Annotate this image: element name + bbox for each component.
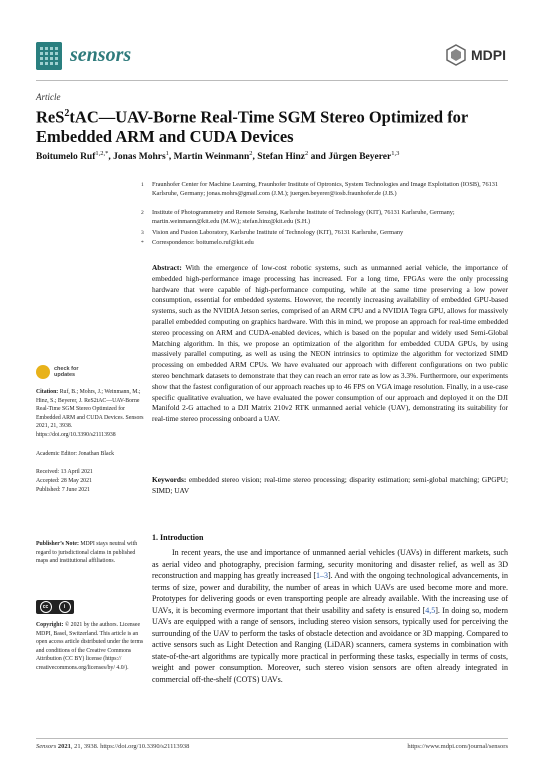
keywords-label: Keywords: (152, 475, 187, 484)
abstract-label: Abstract: (152, 263, 182, 272)
affiliation: 2 Institute of Photogrammetry and Remote Sensing, Karlsruhe Institute of Technology (KIT), 76131 Karlsruhe, Germany; martin.weinmann@kit.edu (M.W.); stefan.hinz@kit.edu (S.H.) (141, 209, 455, 225)
keywords (152, 475, 508, 497)
cc-by-license-icon[interactable]: cc i (36, 600, 74, 614)
published-date: Published: 7 June 2021 (36, 487, 90, 493)
section-heading: 1. Introduction (152, 533, 204, 542)
citation-link[interactable]: 4,5 (425, 605, 436, 615)
author-list: Boitumelo Ruf$^{1,2,*}$, Jonas Mohrs$^1$, Martin Weinmann$^2$, Stefan Hinz$^2$ and Jürgen Beyerer$^{1,3}$ (36, 150, 400, 163)
affiliation: 1 Fraunhofer Center for Machine Learning, Fraunhofer Institute of Optronics, System Technologies and Image Exploitation (IOSB), 76131 Karlsruhe, Germany; jonas.mohrs@gmail.com (J.M.); juergen.beyerer@iosb.fraunhofer.de (J.B.) (141, 181, 499, 197)
paper-title (36, 104, 506, 146)
author[interactable]: Jürgen Beyerer$^{1,3}$ (328, 150, 400, 163)
check-for-updates-button[interactable]: check for updates (36, 365, 78, 379)
title-superscript: 2 (64, 108, 70, 119)
academic-editor: Academic Editor: Jonathan Black (36, 451, 115, 457)
check-updates-icon (36, 365, 50, 379)
title-part-1: ReS (36, 107, 65, 127)
abstract (152, 263, 508, 425)
introduction-paragraph: In recent years, the use and importance of unmanned aerial vehicles (UAVs) in different markets, such as aerial video and photography, precision farming, security monitoring and disaster relief, as well as 3D reconstruction and mapping has greatly increased [1–3]. And with the ongoing technological advancements, in terms of size, power and durability, the number of areas in which UAVs are used become more and more. Prototypes for delivering goods or even transporting people are already available. With the increasing use of UAVs, it is becoming evermore important that their usability and safety is ensured [4,5]. In doing so, modern UAVs are equipped with a range of sensors, including stereo vision sensors, typically used for perceiving the surrounding of the UAV to perform the tasks of obstacle detection and avoidance or 3D mapping. Compared to active sensors such as Light Detection and Ranging (LiDAR) scanners, camera systems in combination with state-of-the-art algorithms are typically more practical in performing these tasks, especially in terms of costs, weight and power consumption. Moreover, such stereo vision sensors are often already integrated in commercial off-the-shelf (COTS) UAVs. (152, 548, 508, 684)
abstract-text: With the emergence of low-cost robotic systems, such as unmanned aerial vehicle, the importance of embedded high-performance image processing has increased. For a long time, FPGAs were the only processing hardware that were capable of high-performance computing, while at the same time preserving a low power consumption, essential for embedded systems. However, the recently increasing availability of embedded GPU-based systems, such as the NVIDIA Jetson series, comprised of an ARM CPU and a NVIDIA Tegra GPU, allows for massively parallel embedded computing on graphics hardware. With this in mind, we propose an approach for real-time embedded stereo processing on ARM and CUDA-enabled devices, which is based on the popular and widely used Semi-Global Matching algorithm. In this, we propose an optimization of the algorithm for embedded CUDA GPUs, by using massively parallel computing, as well as using the NEON intrinsics to optimize the algorithm for vectorized SIMD processing on embedded ARM CPUs. We have evaluated our approach with different configurations on two public stereo benchmark datasets to demonstrate that they can reach an error rate as low as 3.3%. Furthermore, our experiments show that the fastest configuration of our approach reaches up to 46 FPS on VGA image resolution. Finally, in a use-case specific qualitative evaluation, we have evaluated the power consumption of our approach and deployed it on the DJI Manifold 2-G attached to a DJI Matrix 210v2 RTK unmanned aerial vehicle (UAV), demonstrating its suitability for real-time stereo processing onboard a UAV. (152, 263, 508, 424)
received-date: Received: 13 April 2021 (36, 469, 93, 475)
publisher-note: Publisher’s Note: MDPI stays neutral with regard to jurisdictional claims in published maps and institutional affiliations. (36, 541, 138, 564)
publisher-name: MDPI (471, 47, 506, 63)
citation-block: Citation: Ruf, B.; Mohrs, J.; Weinmann, M.; Hinz, S.; Beyerer, J. ReS2tAC—UAV-Borne Real-Time SGM Stereo Optimized for Embedded ARM and CUDA Devices. Sensors 2021, 21, 3938. https://doi.org/10.3390/s21113938 (36, 389, 144, 438)
citation-link[interactable]: 1–3 (316, 571, 329, 580)
affiliation: 3 Vision and Fusion Laboratory, Karlsruhe Institute of Technology (KIT), 76131 Karlsruhe, Germany (141, 229, 404, 236)
title-part-2: tAC—UAV-Borne Real-Time SGM Stereo Optimized for Embedded ARM and CUDA Devices (36, 107, 468, 146)
author[interactable]: Boitumelo Ruf$^{1,2,*}$ (36, 150, 109, 163)
publisher-logo (445, 44, 506, 66)
footer-citation: Sensors 2021, 21, 3938. https://doi.org/10.3390/s21113938 (36, 743, 190, 750)
journal-name: sensors (70, 44, 132, 66)
correspondence: * Correspondence: boitumelo.ruf@kit.edu (141, 239, 254, 246)
author[interactable]: Jonas Mohrs$^1$ (113, 150, 169, 163)
accepted-date: Accepted: 28 May 2021 (36, 478, 92, 484)
header-divider (36, 80, 508, 81)
author[interactable]: Martin Weinmann$^2$ (173, 150, 253, 163)
journal-url-link[interactable]: https://www.mdpi.com/journal/sensors (407, 743, 508, 750)
author[interactable]: Stefan Hinz$^2$ (257, 150, 309, 163)
footer-divider (36, 738, 508, 739)
mdpi-hexagon-icon (445, 44, 467, 66)
copyright-notice: Copyright: © 2021 by the authors. Licensee MDPI, Basel, Switzerland. This article is an open access article distributed under the terms and conditions of the Creative Commons Attribution (CC BY) license (https:// creativecommons.org/licenses/by/ 4.0/). (36, 622, 144, 671)
article-type: Article (36, 92, 61, 102)
journal-logo-icon (36, 42, 62, 70)
keywords-text: embedded stereo vision; real-time stereo processing; disparity estimation; semi-global matching; GPGPU; SIMD; UAV (152, 475, 509, 495)
